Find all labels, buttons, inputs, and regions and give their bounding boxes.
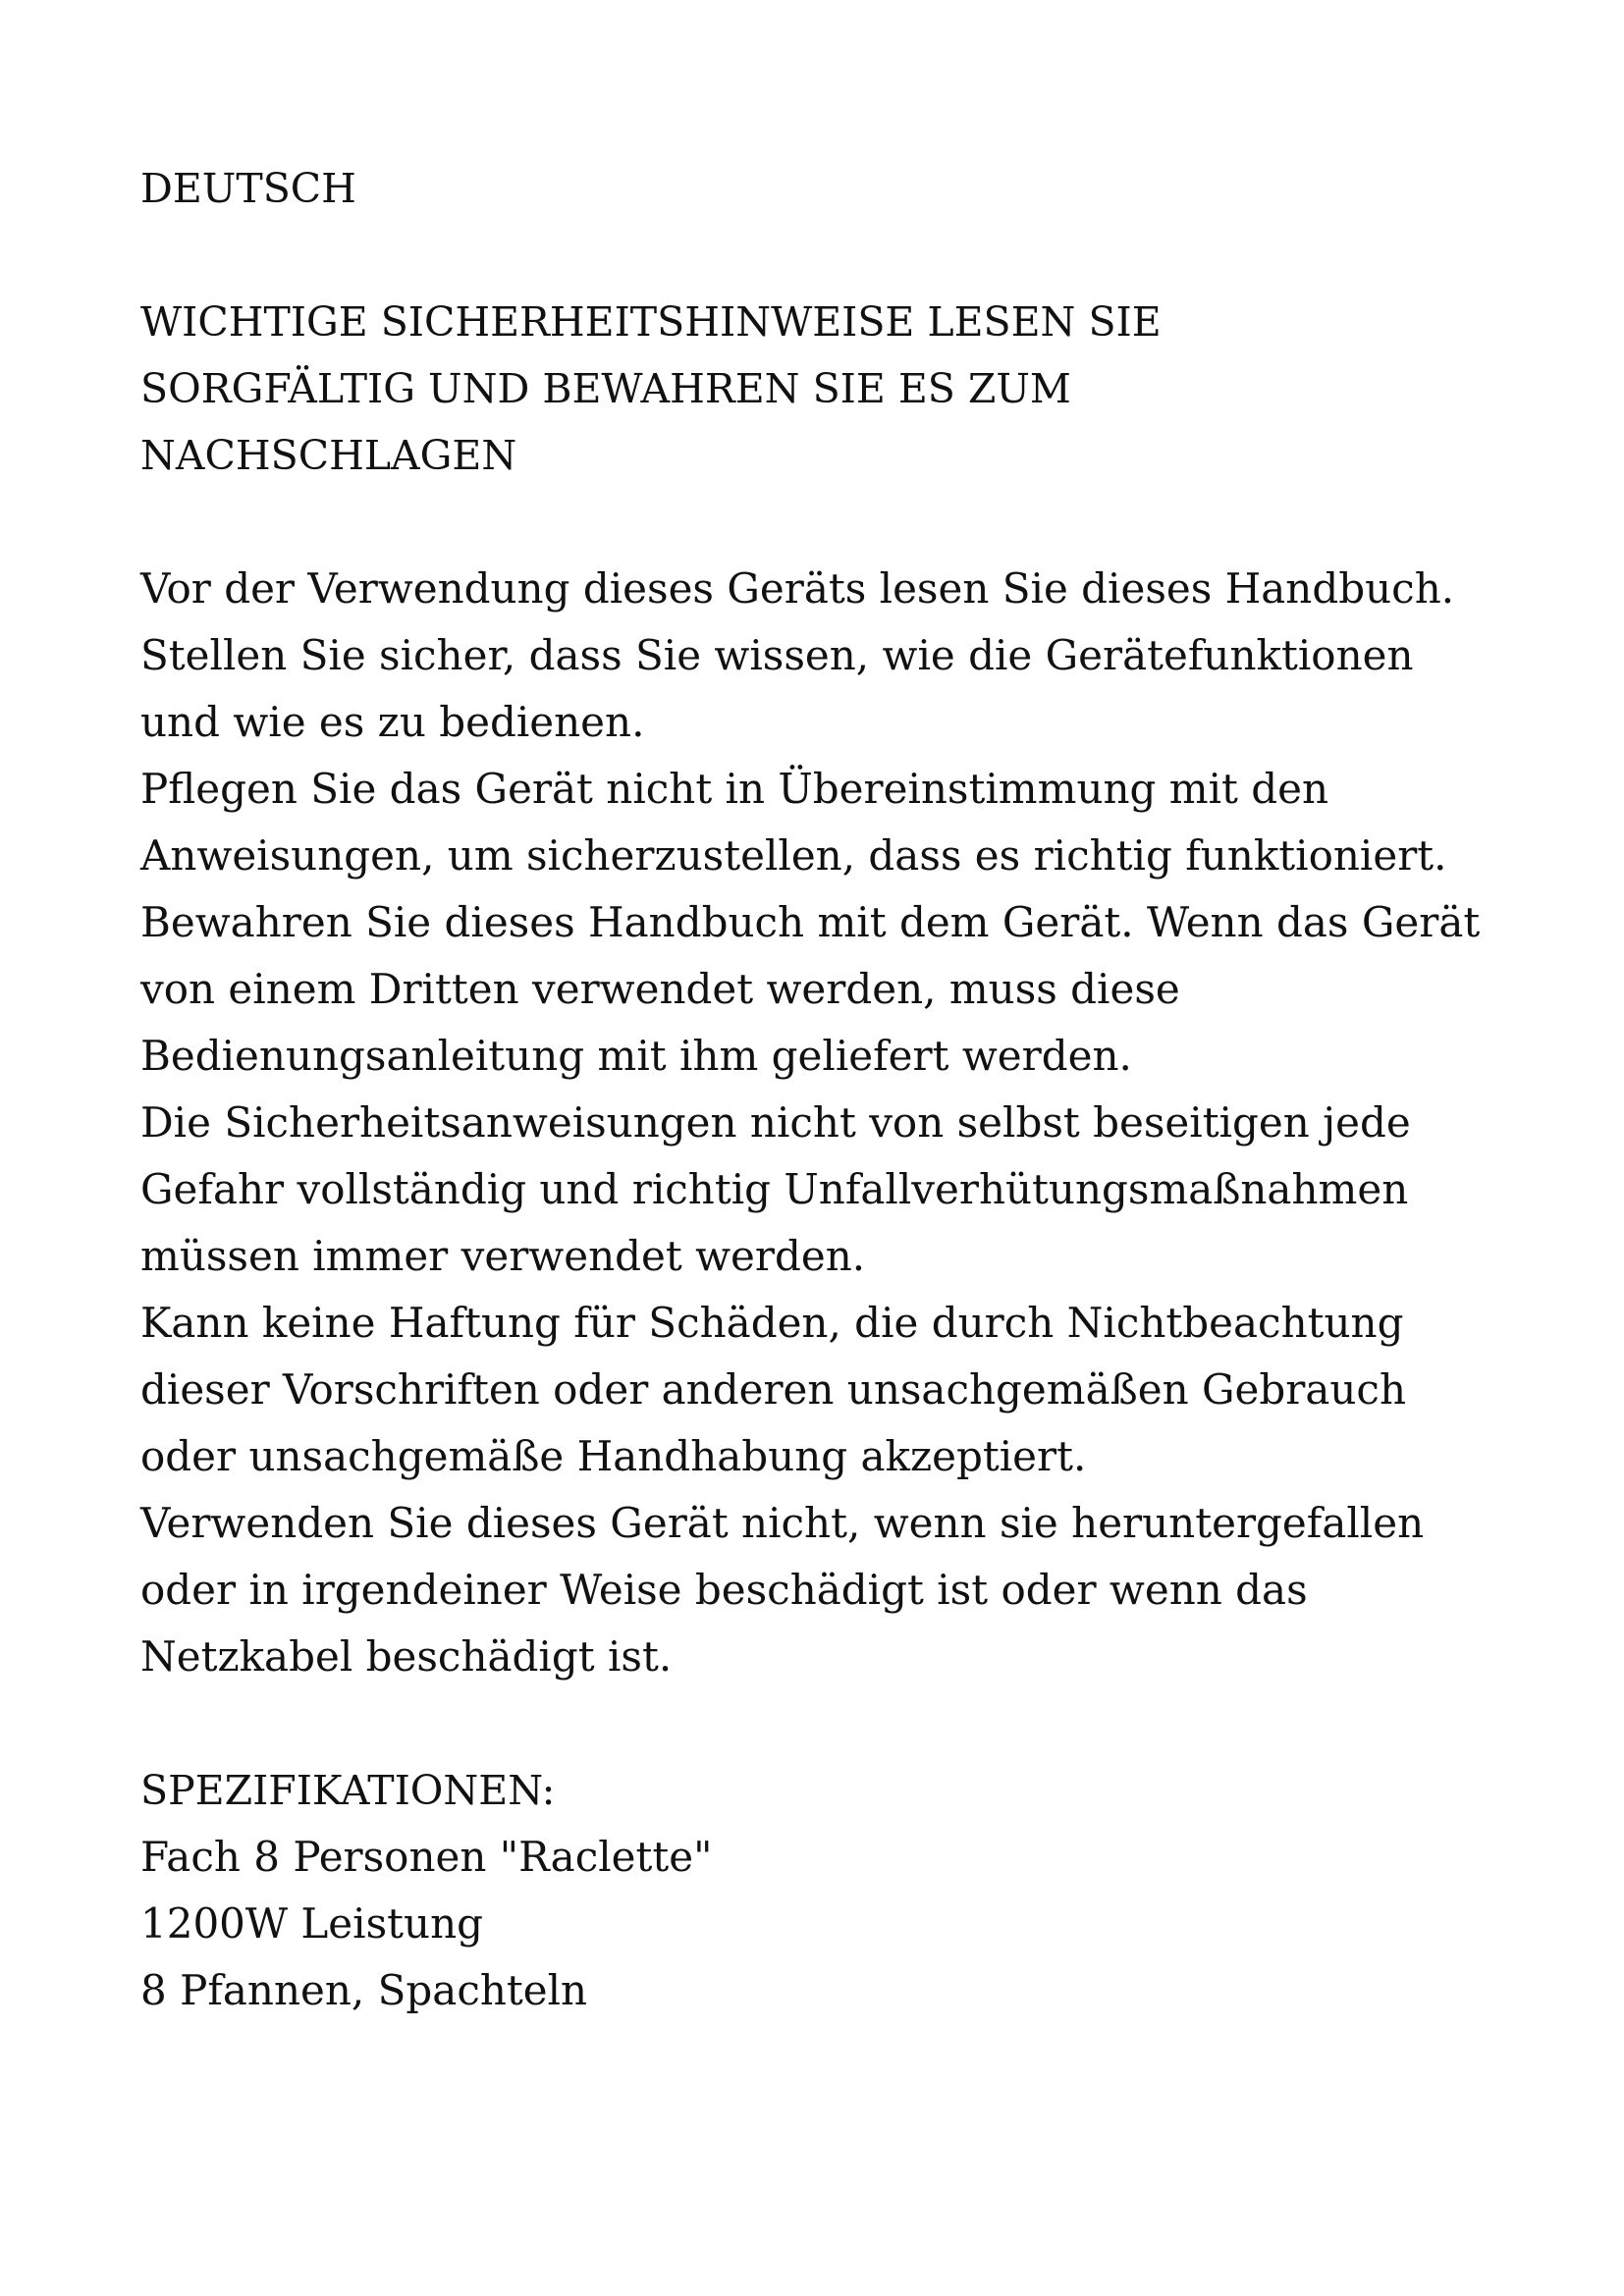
body-line: Bewahren Sie dieses Handbuch mit dem Gerät. Wenn das Gerät: [140, 898, 1481, 946]
body-line: Gefahr vollständig und richtig Unfallverhütungsmaßnahmen: [140, 1165, 1409, 1213]
spec-item: Fach 8 Personen "Raclette": [140, 1833, 713, 1881]
spec-item: 8 Pfannen, Spachteln: [140, 1966, 588, 2014]
body-line: Anweisungen, um sicherzustellen, dass es richtig funktioniert.: [140, 831, 1447, 880]
spacer: [140, 489, 1515, 556]
body-line: Netzkabel beschädigt ist.: [140, 1632, 673, 1681]
body-line: müssen immer verwendet werden.: [140, 1232, 866, 1280]
body-line: Die Sicherheitsanweisungen nicht von selbst beseitigen jede: [140, 1098, 1411, 1147]
body-line: oder in irgendeiner Weise beschädigt ist oder wenn das: [140, 1566, 1308, 1614]
body-line: und wie es zu bedienen.: [140, 698, 645, 746]
safety-heading-line: SORGFÄLTIG UND BEWAHREN SIE ES ZUM: [140, 365, 1071, 412]
spacer: [140, 1690, 1515, 1757]
body-line: oder unsachgemäße Handhabung akzeptiert.: [140, 1432, 1087, 1480]
safety-heading: [140, 289, 1515, 489]
safety-body-text: [140, 556, 1515, 1690]
spec-item: 1200W Leistung: [140, 1899, 484, 1948]
safety-heading-line: NACHSCHLAGEN: [140, 432, 517, 479]
body-line: Stellen Sie sicher, dass Sie wissen, wie die Gerätefunktionen: [140, 631, 1414, 679]
body-line: Kann keine Haftung für Schäden, die durch Nichtbeachtung: [140, 1299, 1404, 1347]
body-line: dieser Vorschriften oder anderen unsachgemäßen Gebrauch: [140, 1365, 1406, 1414]
body-line: von einem Dritten verwendet werden, muss diese: [140, 965, 1180, 1013]
spacer: [140, 222, 1515, 289]
specs-heading: SPEZIFIKATIONEN:: [140, 1767, 556, 1814]
safety-heading-line: WICHTIGE SICHERHEITSHINWEISE LESEN SIE: [140, 298, 1162, 346]
specs-list: [140, 1824, 1515, 2024]
language-heading: DEUTSCH: [140, 165, 356, 212]
body-line: Verwenden Sie dieses Gerät nicht, wenn sie heruntergefallen: [140, 1499, 1425, 1547]
body-line: Pflegen Sie das Gerät nicht in Übereinstimmung mit den: [140, 765, 1329, 813]
document-content: [140, 155, 1515, 2024]
body-line: Bedienungsanleitung mit ihm geliefert werden.: [140, 1032, 1132, 1080]
body-line: Vor der Verwendung dieses Geräts lesen Sie dieses Handbuch.: [140, 564, 1455, 613]
